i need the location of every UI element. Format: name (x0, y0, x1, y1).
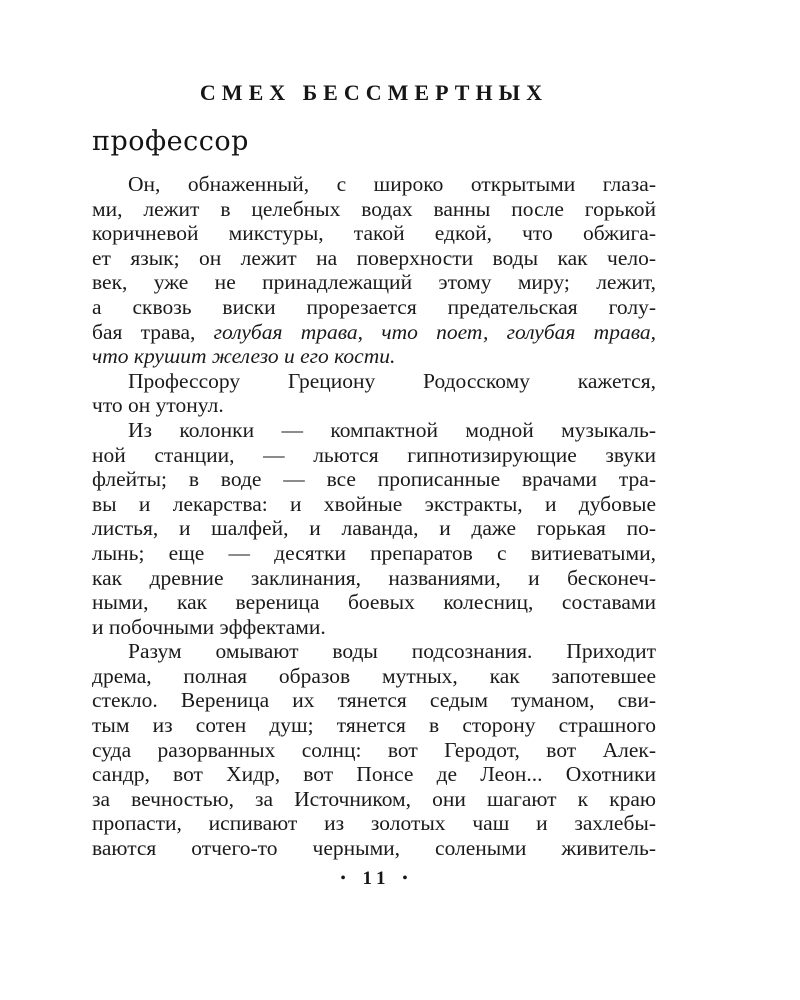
paragraph (92, 639, 656, 860)
text-segment: что он утонул. (92, 393, 224, 418)
text-line (92, 418, 656, 443)
text-segment: ми, лежит в целебных водах ванны после горькой (92, 196, 656, 221)
text-line (92, 492, 656, 517)
text-segment: Разум омывают воды подсознания. Приходит (128, 639, 656, 664)
paragraph (92, 172, 656, 369)
text-line (92, 787, 656, 812)
text-segment: ет язык; он лежит на поверхности воды как чело- (92, 245, 656, 270)
text-line (92, 811, 656, 836)
page-footer (92, 868, 656, 890)
text-segment: флейты; в воде — все прописанные врачами тра- (92, 467, 656, 492)
text-line (92, 369, 656, 394)
footer-bullet-right: • (402, 871, 408, 886)
text-line (92, 197, 656, 222)
text-segment: Из колонки — компактной модной музыкаль- (128, 417, 656, 442)
italic-text-segment: что крушит железо и его кости. (92, 344, 396, 369)
text-segment: дрема, полная образов мутных, как запотевшее (92, 663, 656, 688)
body-text (92, 172, 656, 861)
text-line (92, 270, 656, 295)
footer-bullet-left: • (340, 871, 346, 886)
text-segment: листья, и шалфей, и лаванда, и даже горькая по- (92, 516, 656, 541)
text-segment: Профессору Грециону Родосскому кажется, (128, 368, 656, 393)
text-segment: коричневой микстуры, такой едкой, что обжига- (92, 221, 656, 246)
text-line (92, 664, 656, 689)
text-segment: как древние заклинания, названиями, и бесконеч- (92, 565, 656, 590)
text-line (92, 738, 656, 763)
text-line (92, 467, 656, 492)
page-number: 11 (362, 868, 391, 889)
paragraph (92, 418, 656, 639)
text-segment: суда разорванных солнц: вот Геродот, вот Алек- (92, 737, 656, 762)
text-segment: тым из сотен душ; тянется в сторону страшного (92, 713, 656, 738)
text-segment: ваются отчего-то черными, солеными живитель- (92, 836, 656, 861)
text-line (92, 639, 656, 664)
text-line (92, 541, 656, 566)
text-segment: век, уже не принадлежащий этому миру; лежит, (92, 270, 656, 295)
text-line (92, 516, 656, 541)
text-line (92, 688, 656, 713)
text-segment: сандр, вот Хидр, вот Понсе де Леон... Охотники (92, 762, 656, 787)
text-segment: стекло. Вереница их тянется седым туманом, сви- (92, 688, 656, 713)
running-header: СМЕХ БЕССМЕРТНЫХ (199, 80, 549, 105)
text-block (92, 0, 656, 1000)
text-line (92, 320, 656, 345)
text-line (92, 246, 656, 271)
text-line (92, 393, 656, 418)
text-segment: ной станции, — льются гипнотизирующие звуки (92, 442, 656, 467)
text-segment: лынь; еще — десятки препаратов с витиеватыми, (92, 540, 656, 565)
text-segment: пропасти, испивают из золотых чаш и захлебы- (92, 811, 656, 836)
text-segment: а сквозь виски прорезается предательская голу- (92, 294, 656, 319)
text-segment: вы и лекарства: и хвойные экстракты, и дубовые (92, 491, 656, 516)
text-line (92, 836, 656, 861)
italic-text-segment: голубая трава, что поет, голубая трава, (213, 319, 656, 344)
text-line (92, 172, 656, 197)
text-line (92, 762, 656, 787)
text-line (92, 590, 656, 615)
text-line (92, 295, 656, 320)
text-line (92, 615, 656, 640)
text-segment: и побочными эффектами. (92, 614, 326, 639)
paragraph (92, 369, 656, 418)
text-line (92, 566, 656, 591)
text-line (92, 221, 656, 246)
text-segment: ными, как вереница боевых колесниц, составами (92, 590, 656, 615)
text-segment: за вечностью, за Источником, они шагают к краю (92, 786, 656, 811)
text-segment: бая трава, (92, 319, 214, 344)
text-segment: Он, обнаженный, с широко открытыми глаза- (128, 172, 656, 196)
text-line (92, 344, 656, 369)
text-line (92, 713, 656, 738)
text-line (92, 443, 656, 468)
chapter-title: профессор (92, 126, 249, 157)
